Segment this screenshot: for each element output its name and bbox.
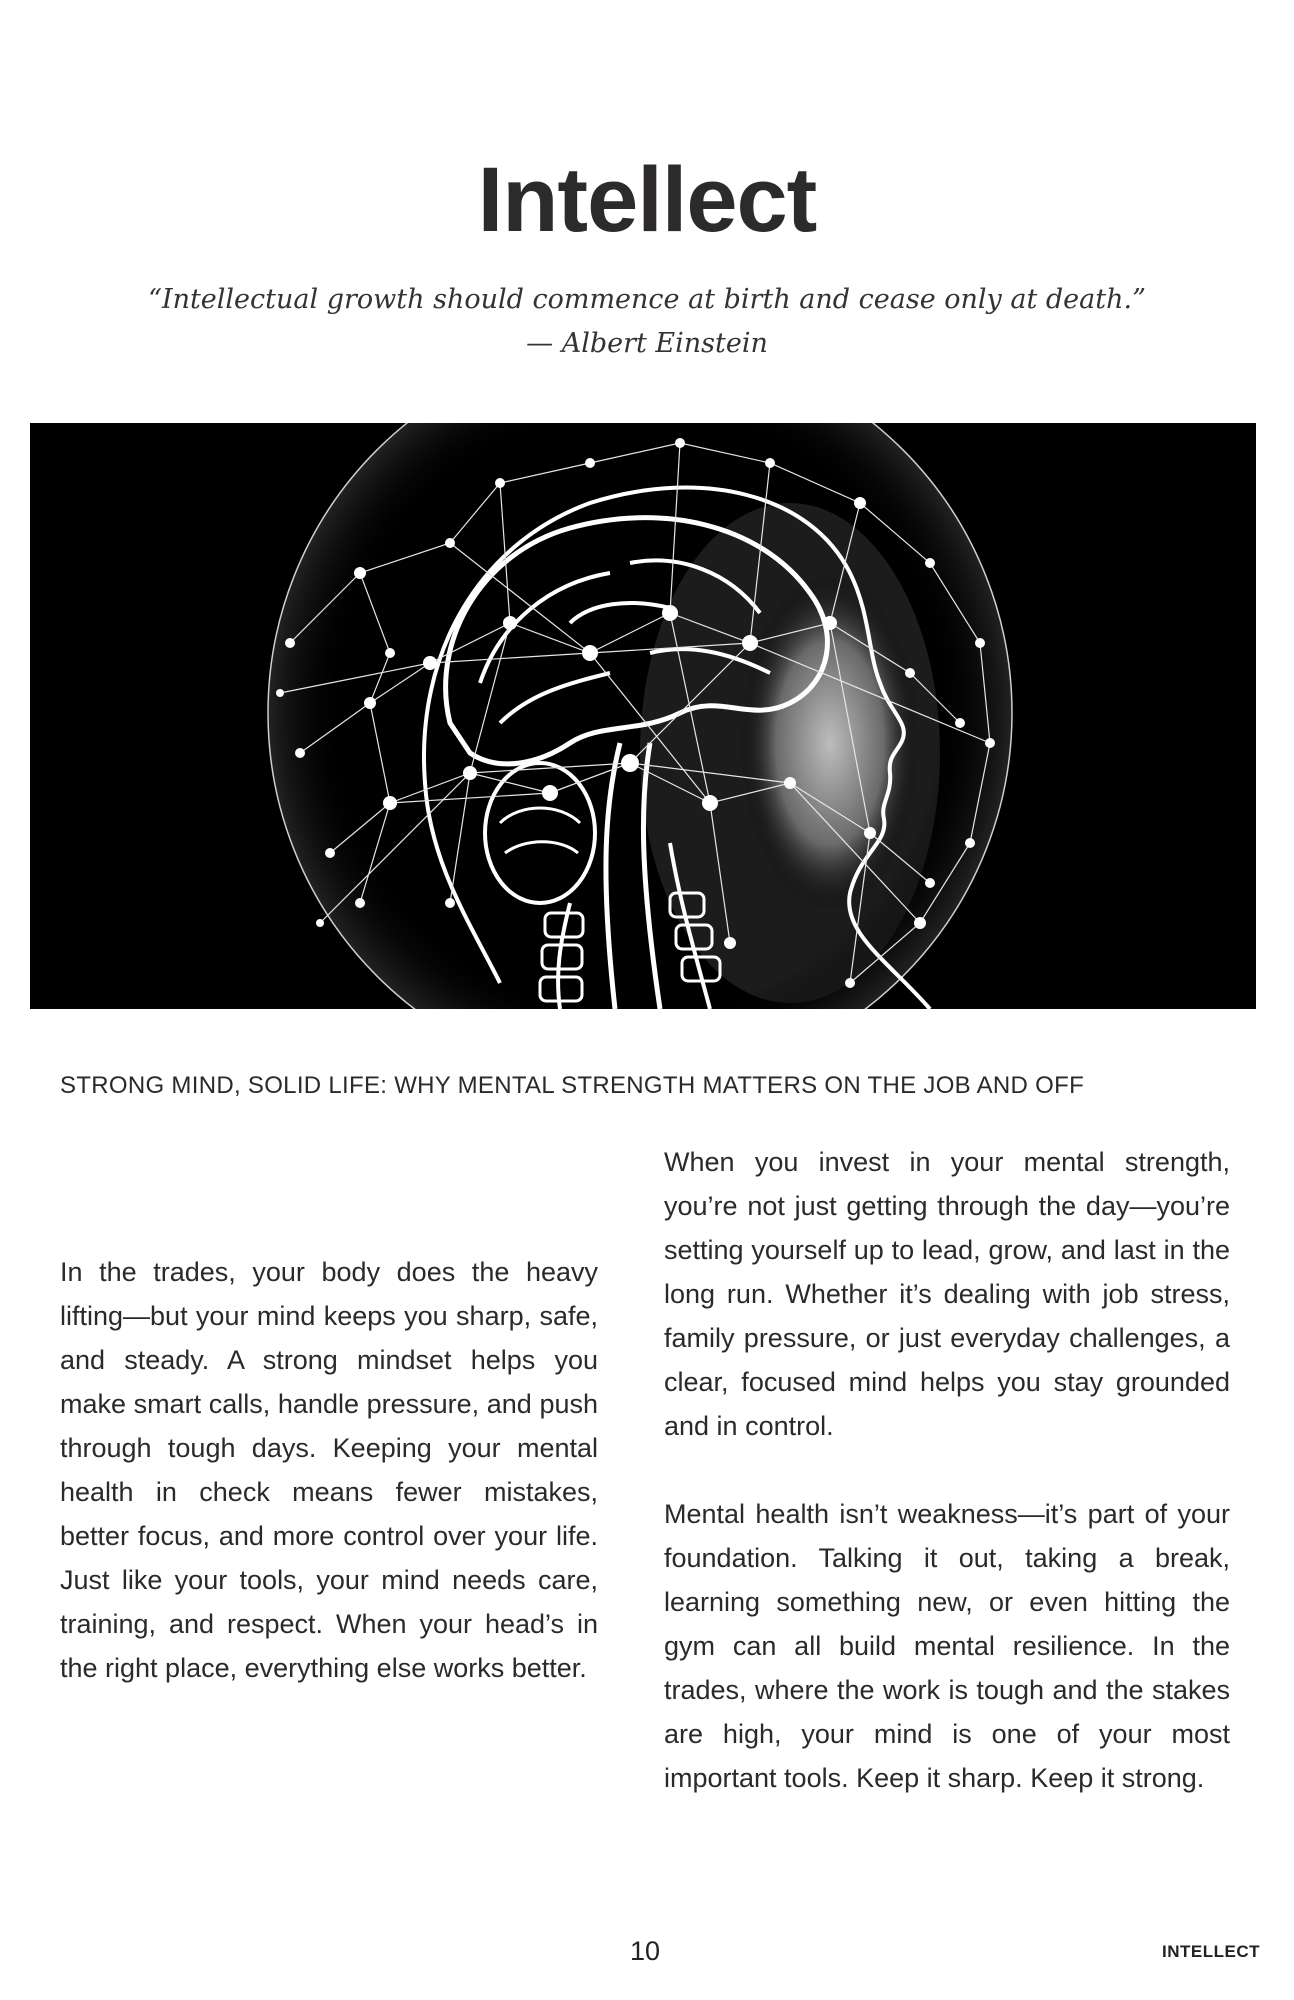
right-paragraph-1: When you invest in your mental strength, you’re not just getting through the day—you’re setting yourself up to lead, grow, and last in the long run. Whether it’s dealing with job stress, family pressure, or just everyday challenges, a clear, focused mind helps you stay grounded and in control. bbox=[664, 1147, 1230, 1441]
page-title: Intellect bbox=[477, 148, 817, 251]
right-column bbox=[664, 1140, 1230, 1800]
brain-network-head-illustration bbox=[30, 423, 1256, 1009]
epigraph-quote bbox=[0, 278, 1294, 366]
quote-text: “Intellectual growth should commence at birth and cease only at death.” bbox=[148, 284, 1146, 315]
section-heading: STRONG MIND, SOLID LIFE: WHY MENTAL STRENGTH MATTERS ON THE JOB AND OFF bbox=[60, 1072, 1085, 1099]
left-paragraph: In the trades, your body does the heavy lifting—but your mind keeps you sharp, safe, and steady. A strong mindset helps you make smart calls, handle pressure, and push through tough days. Keeping your mental health in check means fewer mistakes, better focus, and more control over your life. Just like your tools, your mind needs care, training, and respect. When your head’s in the right place, everything else works better. bbox=[60, 1257, 598, 1683]
footer-section-label: INTELLECT bbox=[1162, 1942, 1260, 1961]
quote-attribution: — Albert Einstein bbox=[526, 328, 768, 359]
hero-image bbox=[30, 423, 1256, 1009]
right-paragraph-2: Mental health isn’t weakness—it’s part of your foundation. Talking it out, taking a break, learning something new, or even hitting the gym can all build mental resilience. In the trades, where the work is tough and the stakes are high, your mind is one of your most important tools. Keep it sharp. Keep it strong. bbox=[664, 1499, 1230, 1793]
left-column bbox=[60, 1250, 598, 1690]
page-number: 10 bbox=[629, 1936, 661, 1966]
